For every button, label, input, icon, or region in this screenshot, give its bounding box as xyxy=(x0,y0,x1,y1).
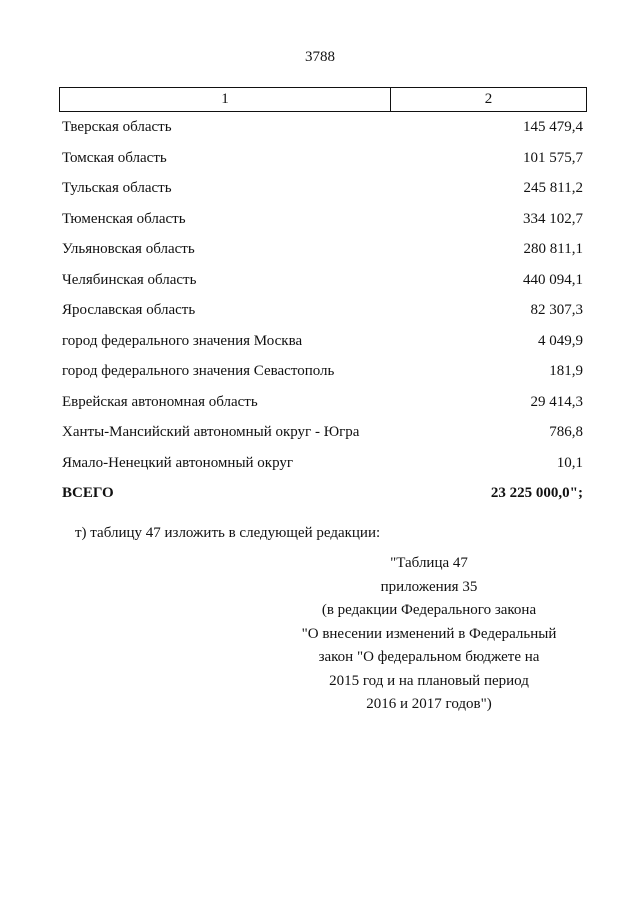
table-row xyxy=(62,176,583,207)
total-label: ВСЕГО xyxy=(62,485,114,501)
table-body xyxy=(62,115,583,481)
reference-line: "Таблица 47 xyxy=(390,555,468,571)
region-value: 786,8 xyxy=(549,424,583,440)
table-row xyxy=(62,146,583,177)
region-value: 4 049,9 xyxy=(538,332,583,349)
region-value: 10,1 xyxy=(556,454,583,471)
page-number: 3788 xyxy=(305,49,335,65)
region-name: Ямало-Ненецкий автономный округ xyxy=(62,454,294,471)
region-value: 181,9 xyxy=(549,363,583,379)
table-row xyxy=(62,268,583,299)
region-name: Ярославская область xyxy=(62,302,196,318)
table-row xyxy=(62,237,583,268)
region-value: 29 414,3 xyxy=(530,393,583,410)
reference-line: (в редакции Федерального закона xyxy=(321,602,537,618)
table-row xyxy=(62,298,583,329)
region-name: Челябинская область xyxy=(62,271,197,288)
region-value: 145 479,4 xyxy=(523,119,583,135)
region-name: Тюменская область xyxy=(62,210,186,227)
column-header-2: 2 xyxy=(484,91,493,107)
region-value: 440 094,1 xyxy=(523,271,583,288)
region-name: город федерального значения Севастополь xyxy=(62,363,335,379)
reference-line: 2016 и 2017 годов") xyxy=(366,696,492,712)
reference-line: "О внесении изменений в Федеральный xyxy=(301,625,557,642)
region-name: Тульская область xyxy=(62,180,172,196)
table-row xyxy=(62,207,583,238)
table-column-header xyxy=(59,87,587,112)
region-value: 101 575,7 xyxy=(523,149,583,166)
region-value: 245 811,2 xyxy=(523,180,583,196)
table-row xyxy=(62,420,583,451)
region-value: 82 307,3 xyxy=(530,302,583,318)
table-row xyxy=(62,329,583,360)
table-row xyxy=(62,390,583,421)
reference-line: закон "О федеральном бюджете на xyxy=(318,649,540,665)
region-name: Ханты-Мансийский автономный округ - Югра xyxy=(62,424,360,440)
total-value: 23 225 000,0"; xyxy=(490,485,583,501)
total-row xyxy=(62,481,583,505)
table-row xyxy=(62,451,583,482)
table-row xyxy=(62,115,583,146)
reference-line: приложения 35 xyxy=(380,578,478,595)
reference-line: 2015 год и на плановый период xyxy=(329,672,529,689)
table-row xyxy=(62,359,583,390)
region-name: Томская область xyxy=(62,149,167,166)
region-name: Тверская область xyxy=(62,119,172,135)
region-value: 280 811,1 xyxy=(523,241,583,257)
region-name: город федерального значения Москва xyxy=(62,332,303,349)
instruction-text: т) таблицу 47 изложить в следующей редакции: xyxy=(75,525,381,541)
region-value: 334 102,7 xyxy=(523,210,583,227)
column-header-1: 1 xyxy=(60,88,391,111)
region-name: Еврейская автономная область xyxy=(62,393,258,410)
table-reference-block xyxy=(284,552,574,717)
region-name: Ульяновская область xyxy=(62,241,195,257)
